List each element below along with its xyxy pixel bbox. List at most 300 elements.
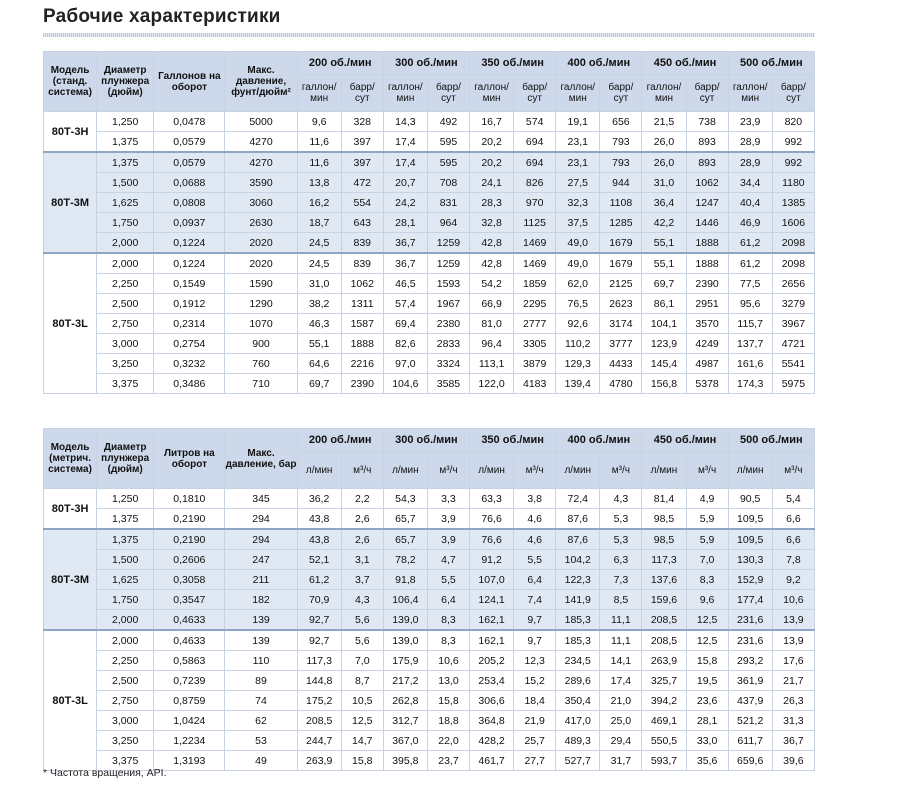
table-cell: 27,7 [514, 751, 556, 771]
header-unit-volume: барр/ сут [427, 75, 469, 112]
table-cell: 1,0424 [154, 711, 225, 731]
table-cell: 11,6 [297, 132, 341, 153]
table-cell: 2,6 [341, 529, 383, 550]
header-unit-volume: барр/ сут [772, 75, 814, 112]
table-cell: 489,3 [556, 731, 600, 751]
header-row [44, 429, 815, 452]
table-cell: 2295 [514, 294, 556, 314]
header-rpm: 350 об./мин [470, 52, 556, 75]
table-cell: 137,6 [642, 570, 686, 590]
table-cell: 364,8 [470, 711, 514, 731]
header-per-rev: Галлонов на оборот [154, 52, 225, 112]
table-cell: 595 [427, 152, 469, 173]
table-cell: 46,9 [728, 213, 772, 233]
table-cell: 2,750 [97, 314, 154, 334]
table-cell: 1679 [600, 233, 642, 254]
table-cell: 244,7 [297, 731, 341, 751]
table-cell: 2833 [427, 334, 469, 354]
table-cell: 95,6 [728, 294, 772, 314]
header-unit-flow: л/мин [556, 452, 600, 489]
table-cell: 2020 [225, 233, 297, 254]
header-unit-volume: м³/ч [341, 452, 383, 489]
table-cell: 1,375 [97, 152, 154, 173]
table-cell: 574 [514, 112, 556, 132]
table-cell: 61,2 [728, 253, 772, 274]
table-cell: 595 [427, 132, 469, 153]
table-cell: 0,3058 [154, 570, 225, 590]
table-row [44, 590, 815, 610]
table-cell: 205,2 [470, 651, 514, 671]
table-cell: 0,3547 [154, 590, 225, 610]
table-cell: 18,8 [427, 711, 469, 731]
table-cell: 2,000 [97, 630, 154, 651]
table-cell: 13,9 [772, 610, 814, 631]
table-cell: 122,0 [470, 374, 514, 394]
table-cell: 970 [514, 193, 556, 213]
table-cell: 15,8 [427, 691, 469, 711]
table-cell: 92,7 [297, 610, 341, 631]
table-cell: 208,5 [297, 711, 341, 731]
table-cell: 5,3 [600, 509, 642, 530]
header-unit-flow: л/мин [728, 452, 772, 489]
table-cell: 9,6 [297, 112, 341, 132]
table-cell: 4,6 [514, 509, 556, 530]
table-cell: 8,7 [341, 671, 383, 691]
table-cell: 1,375 [97, 509, 154, 530]
table-cell: 66,9 [470, 294, 514, 314]
table-cell: 1859 [514, 274, 556, 294]
table-cell: 1469 [514, 233, 556, 254]
table-cell: 964 [427, 213, 469, 233]
table-cell: 839 [341, 253, 383, 274]
table-cell: 5,6 [341, 630, 383, 651]
table-cell: 139 [225, 630, 297, 651]
table-cell: 694 [514, 132, 556, 153]
table-cell: 33,0 [686, 731, 728, 751]
table-cell: 182 [225, 590, 297, 610]
table-cell: 820 [772, 112, 814, 132]
table-cell: 262,8 [383, 691, 427, 711]
table-cell: 110 [225, 651, 297, 671]
table-cell: 1,3193 [154, 751, 225, 771]
table-cell: 98,5 [642, 509, 686, 530]
table-cell: 893 [686, 152, 728, 173]
header-unit-flow: л/мин [383, 452, 427, 489]
title-divider [43, 33, 815, 37]
table-cell: 289,6 [556, 671, 600, 691]
table-cell: 42,8 [470, 253, 514, 274]
table-cell: 86,1 [642, 294, 686, 314]
table-cell: 839 [341, 233, 383, 254]
table-cell: 1259 [427, 233, 469, 254]
table-cell: 0,1549 [154, 274, 225, 294]
table-cell: 738 [686, 112, 728, 132]
table-cell: 0,2606 [154, 550, 225, 570]
header-unit-volume: барр/ сут [686, 75, 728, 112]
table-cell: 65,7 [383, 509, 427, 530]
table-cell: 161,6 [728, 354, 772, 374]
page-title: Рабочие характеристики [43, 6, 281, 27]
table-row [44, 550, 815, 570]
table-cell: 397 [341, 152, 383, 173]
table-cell: 1,500 [97, 173, 154, 193]
table-cell: 21,5 [642, 112, 686, 132]
table-cell: 1,375 [97, 132, 154, 153]
table-cell: 9,2 [772, 570, 814, 590]
table-cell: 21,9 [514, 711, 556, 731]
table-cell: 49 [225, 751, 297, 771]
table-cell: 7,0 [341, 651, 383, 671]
header-diameter: Диаметр плунжера (дюйм) [97, 52, 154, 112]
table-cell: 7,3 [600, 570, 642, 590]
table-cell: 3324 [427, 354, 469, 374]
table-cell: 185,3 [556, 610, 600, 631]
table-cell: 4,3 [600, 489, 642, 509]
table-cell: 28,1 [686, 711, 728, 731]
model-cell: 80Т-3М [44, 529, 97, 630]
table-cell: 24,5 [297, 253, 341, 274]
table-cell: 115,7 [728, 314, 772, 334]
table-cell: 123,9 [642, 334, 686, 354]
table-cell: 428,2 [470, 731, 514, 751]
table-cell: 5378 [686, 374, 728, 394]
table-cell: 4270 [225, 132, 297, 153]
table-cell: 13,0 [427, 671, 469, 691]
table-cell: 312,7 [383, 711, 427, 731]
performance-table-imperial [43, 51, 815, 394]
table-cell: 5,9 [686, 509, 728, 530]
table-cell: 110,2 [556, 334, 600, 354]
table-cell: 78,2 [383, 550, 427, 570]
table-cell: 2777 [514, 314, 556, 334]
table-cell: 893 [686, 132, 728, 153]
table-cell: 21,0 [600, 691, 642, 711]
table-row [44, 570, 815, 590]
header-rpm: 300 об./мин [383, 52, 469, 75]
header-unit-flow: галлон/ мин [297, 75, 341, 112]
table-cell: 8,5 [600, 590, 642, 610]
table-cell: 53 [225, 731, 297, 751]
table-cell: 72,4 [556, 489, 600, 509]
header-per-rev: Литров на оборот [154, 429, 225, 489]
table-cell: 46,3 [297, 314, 341, 334]
table-cell: 2,750 [97, 691, 154, 711]
table-cell: 492 [427, 112, 469, 132]
table-cell: 3,375 [97, 374, 154, 394]
table-cell: 0,0478 [154, 112, 225, 132]
table-cell: 3,000 [97, 334, 154, 354]
table-cell: 2951 [686, 294, 728, 314]
table-cell: 25,7 [514, 731, 556, 751]
table-cell: 760 [225, 354, 297, 374]
table-cell: 0,0579 [154, 152, 225, 173]
table-cell: 17,4 [600, 671, 642, 691]
table-cell: 3,9 [427, 509, 469, 530]
table-cell: 69,7 [642, 274, 686, 294]
table-cell: 12,5 [341, 711, 383, 731]
table-cell: 1606 [772, 213, 814, 233]
table-cell: 550,5 [642, 731, 686, 751]
table-cell: 0,7239 [154, 671, 225, 691]
table-cell: 28,1 [383, 213, 427, 233]
table-cell: 793 [600, 132, 642, 153]
table-cell: 31,0 [297, 274, 341, 294]
table-cell: 185,3 [556, 630, 600, 651]
table-cell: 49,0 [556, 253, 600, 274]
table-cell: 3585 [427, 374, 469, 394]
table-cell: 217,2 [383, 671, 427, 691]
table-cell: 554 [341, 193, 383, 213]
table-cell: 76,6 [470, 529, 514, 550]
table-cell: 43,8 [297, 509, 341, 530]
table-cell: 3570 [686, 314, 728, 334]
table-cell: 63,3 [470, 489, 514, 509]
table-cell: 1469 [514, 253, 556, 274]
table-row [44, 374, 815, 394]
table-cell: 5541 [772, 354, 814, 374]
table-cell: 437,9 [728, 691, 772, 711]
header-unit-flow: галлон/ мин [470, 75, 514, 112]
table-row [44, 233, 815, 254]
header-unit-volume: барр/ сут [514, 75, 556, 112]
table-cell: 39,6 [772, 751, 814, 771]
table-cell: 0,2190 [154, 529, 225, 550]
table-cell: 4780 [600, 374, 642, 394]
header-rpm: 200 об./мин [297, 429, 383, 452]
table-cell: 4,9 [686, 489, 728, 509]
table-cell: 152,9 [728, 570, 772, 590]
table-cell: 177,4 [728, 590, 772, 610]
header-rpm: 450 об./мин [642, 52, 728, 75]
table-cell: 7,0 [686, 550, 728, 570]
table-cell: 22,0 [427, 731, 469, 751]
table-cell: 69,7 [297, 374, 341, 394]
table-cell: 36,7 [772, 731, 814, 751]
table-cell: 263,9 [642, 651, 686, 671]
table-cell: 0,8759 [154, 691, 225, 711]
table-cell: 23,9 [728, 112, 772, 132]
table-cell: 20,7 [383, 173, 427, 193]
table-cell: 3,250 [97, 354, 154, 374]
table-cell: 2623 [600, 294, 642, 314]
table-cell: 2,500 [97, 671, 154, 691]
table-cell: 10,6 [772, 590, 814, 610]
table-cell: 208,5 [642, 630, 686, 651]
table-cell: 992 [772, 132, 814, 153]
table-cell: 2390 [686, 274, 728, 294]
table-cell: 1,750 [97, 213, 154, 233]
table-cell: 174,3 [728, 374, 772, 394]
table-cell: 900 [225, 334, 297, 354]
header-unit-volume: м³/ч [772, 452, 814, 489]
table-cell: 2,6 [341, 509, 383, 530]
table-cell: 1,625 [97, 193, 154, 213]
header-unit-volume: м³/ч [686, 452, 728, 489]
table-cell: 21,7 [772, 671, 814, 691]
table-cell: 611,7 [728, 731, 772, 751]
header-unit-flow: л/мин [642, 452, 686, 489]
table-cell: 3305 [514, 334, 556, 354]
table-row [44, 671, 815, 691]
table-row [44, 213, 815, 233]
table-cell: 328 [341, 112, 383, 132]
table-cell: 34,4 [728, 173, 772, 193]
table-cell: 54,2 [470, 274, 514, 294]
table-cell: 0,4633 [154, 610, 225, 631]
table-cell: 62 [225, 711, 297, 731]
table-cell: 144,8 [297, 671, 341, 691]
table-cell: 117,3 [297, 651, 341, 671]
table-cell: 394,2 [642, 691, 686, 711]
model-cell: 80Т-3Н [44, 489, 97, 530]
table-cell: 29,4 [600, 731, 642, 751]
table-cell: 12,3 [514, 651, 556, 671]
table-row [44, 152, 815, 173]
table-cell: 28,9 [728, 132, 772, 153]
table-cell: 472 [341, 173, 383, 193]
table-cell: 36,2 [297, 489, 341, 509]
table-row [44, 691, 815, 711]
header-pressure: Макс. давление, бар [225, 429, 297, 489]
table-row [44, 314, 815, 334]
table-cell: 26,3 [772, 691, 814, 711]
table-cell: 0,3232 [154, 354, 225, 374]
table-row [44, 334, 815, 354]
table-cell: 211 [225, 570, 297, 590]
table-cell: 10,6 [427, 651, 469, 671]
table-cell: 37,5 [556, 213, 600, 233]
table-cell: 31,7 [600, 751, 642, 771]
table-cell: 1,750 [97, 590, 154, 610]
table-cell: 156,8 [642, 374, 686, 394]
table-cell: 28,9 [728, 152, 772, 173]
table-cell: 1590 [225, 274, 297, 294]
model-cell: 80Т-3М [44, 152, 97, 253]
table-cell: 3174 [600, 314, 642, 334]
table-cell: 106,4 [383, 590, 427, 610]
table-cell: 831 [427, 193, 469, 213]
table-cell: 294 [225, 529, 297, 550]
table-cell: 92,6 [556, 314, 600, 334]
table-cell: 14,1 [600, 651, 642, 671]
table-row [44, 132, 815, 153]
header-unit-flow: л/мин [297, 452, 341, 489]
table-cell: 162,1 [470, 630, 514, 651]
table-cell: 15,8 [341, 751, 383, 771]
table-cell: 141,9 [556, 590, 600, 610]
table-cell: 92,7 [297, 630, 341, 651]
table-cell: 49,0 [556, 233, 600, 254]
table-cell: 643 [341, 213, 383, 233]
table-cell: 469,1 [642, 711, 686, 731]
table-cell: 52,1 [297, 550, 341, 570]
table-cell: 350,4 [556, 691, 600, 711]
table-cell: 0,2190 [154, 509, 225, 530]
table-cell: 107,0 [470, 570, 514, 590]
table-cell: 36,4 [642, 193, 686, 213]
table-cell: 9,7 [514, 610, 556, 631]
performance-table-metric [43, 428, 815, 771]
header-rpm: 500 об./мин [728, 52, 814, 75]
table-cell: 46,5 [383, 274, 427, 294]
table-cell: 26,0 [642, 152, 686, 173]
table-cell: 3,9 [427, 529, 469, 550]
table-cell: 5975 [772, 374, 814, 394]
table-cell: 1593 [427, 274, 469, 294]
table-cell: 104,6 [383, 374, 427, 394]
table-cell: 69,4 [383, 314, 427, 334]
table-cell: 4987 [686, 354, 728, 374]
table-cell: 6,4 [427, 590, 469, 610]
table-cell: 1888 [686, 233, 728, 254]
table-cell: 3,3 [427, 489, 469, 509]
table-cell: 12,5 [686, 630, 728, 651]
table-cell: 4249 [686, 334, 728, 354]
model-cell: 80Т-3L [44, 253, 97, 394]
table-cell: 109,5 [728, 509, 772, 530]
table-cell: 0,1224 [154, 253, 225, 274]
table-row [44, 489, 815, 509]
table-cell: 1,250 [97, 112, 154, 132]
table-cell: 16,7 [470, 112, 514, 132]
table-cell: 74 [225, 691, 297, 711]
table-cell: 2125 [600, 274, 642, 294]
table-cell: 90,5 [728, 489, 772, 509]
table-row [44, 354, 815, 374]
table-cell: 1108 [600, 193, 642, 213]
table-row [44, 711, 815, 731]
table-cell: 4,3 [341, 590, 383, 610]
header-unit-volume: барр/ сут [600, 75, 642, 112]
table-cell: 367,0 [383, 731, 427, 751]
table-cell: 24,5 [297, 233, 341, 254]
table-cell: 23,7 [427, 751, 469, 771]
table-cell: 1311 [341, 294, 383, 314]
table-row [44, 529, 815, 550]
header-rpm: 400 об./мин [556, 429, 642, 452]
table-cell: 62,0 [556, 274, 600, 294]
table-cell: 137,7 [728, 334, 772, 354]
table-cell: 417,0 [556, 711, 600, 731]
header-unit-flow: галлон/ мин [556, 75, 600, 112]
table-cell: 81,4 [642, 489, 686, 509]
table-cell: 345 [225, 489, 297, 509]
table-cell: 5,6 [341, 610, 383, 631]
table-cell: 1062 [686, 173, 728, 193]
table-cell: 263,9 [297, 751, 341, 771]
table-row [44, 274, 815, 294]
table-cell: 57,4 [383, 294, 427, 314]
table-cell: 293,2 [728, 651, 772, 671]
table-cell: 659,6 [728, 751, 772, 771]
table-cell: 13,9 [772, 630, 814, 651]
table-cell: 129,3 [556, 354, 600, 374]
table-cell: 1888 [341, 334, 383, 354]
table-cell: 9,7 [514, 630, 556, 651]
table-cell: 6,6 [772, 529, 814, 550]
table-cell: 2,000 [97, 233, 154, 254]
header-unit-flow: галлон/ мин [642, 75, 686, 112]
table-cell: 36,7 [383, 253, 427, 274]
table-cell: 0,1810 [154, 489, 225, 509]
header-model: Модель (станд. система) [44, 52, 97, 112]
table-cell: 5,3 [600, 529, 642, 550]
table-cell: 2630 [225, 213, 297, 233]
header-unit-flow: галлон/ мин [383, 75, 427, 112]
table-cell: 694 [514, 152, 556, 173]
table-cell: 12,5 [686, 610, 728, 631]
table-cell: 19,1 [556, 112, 600, 132]
